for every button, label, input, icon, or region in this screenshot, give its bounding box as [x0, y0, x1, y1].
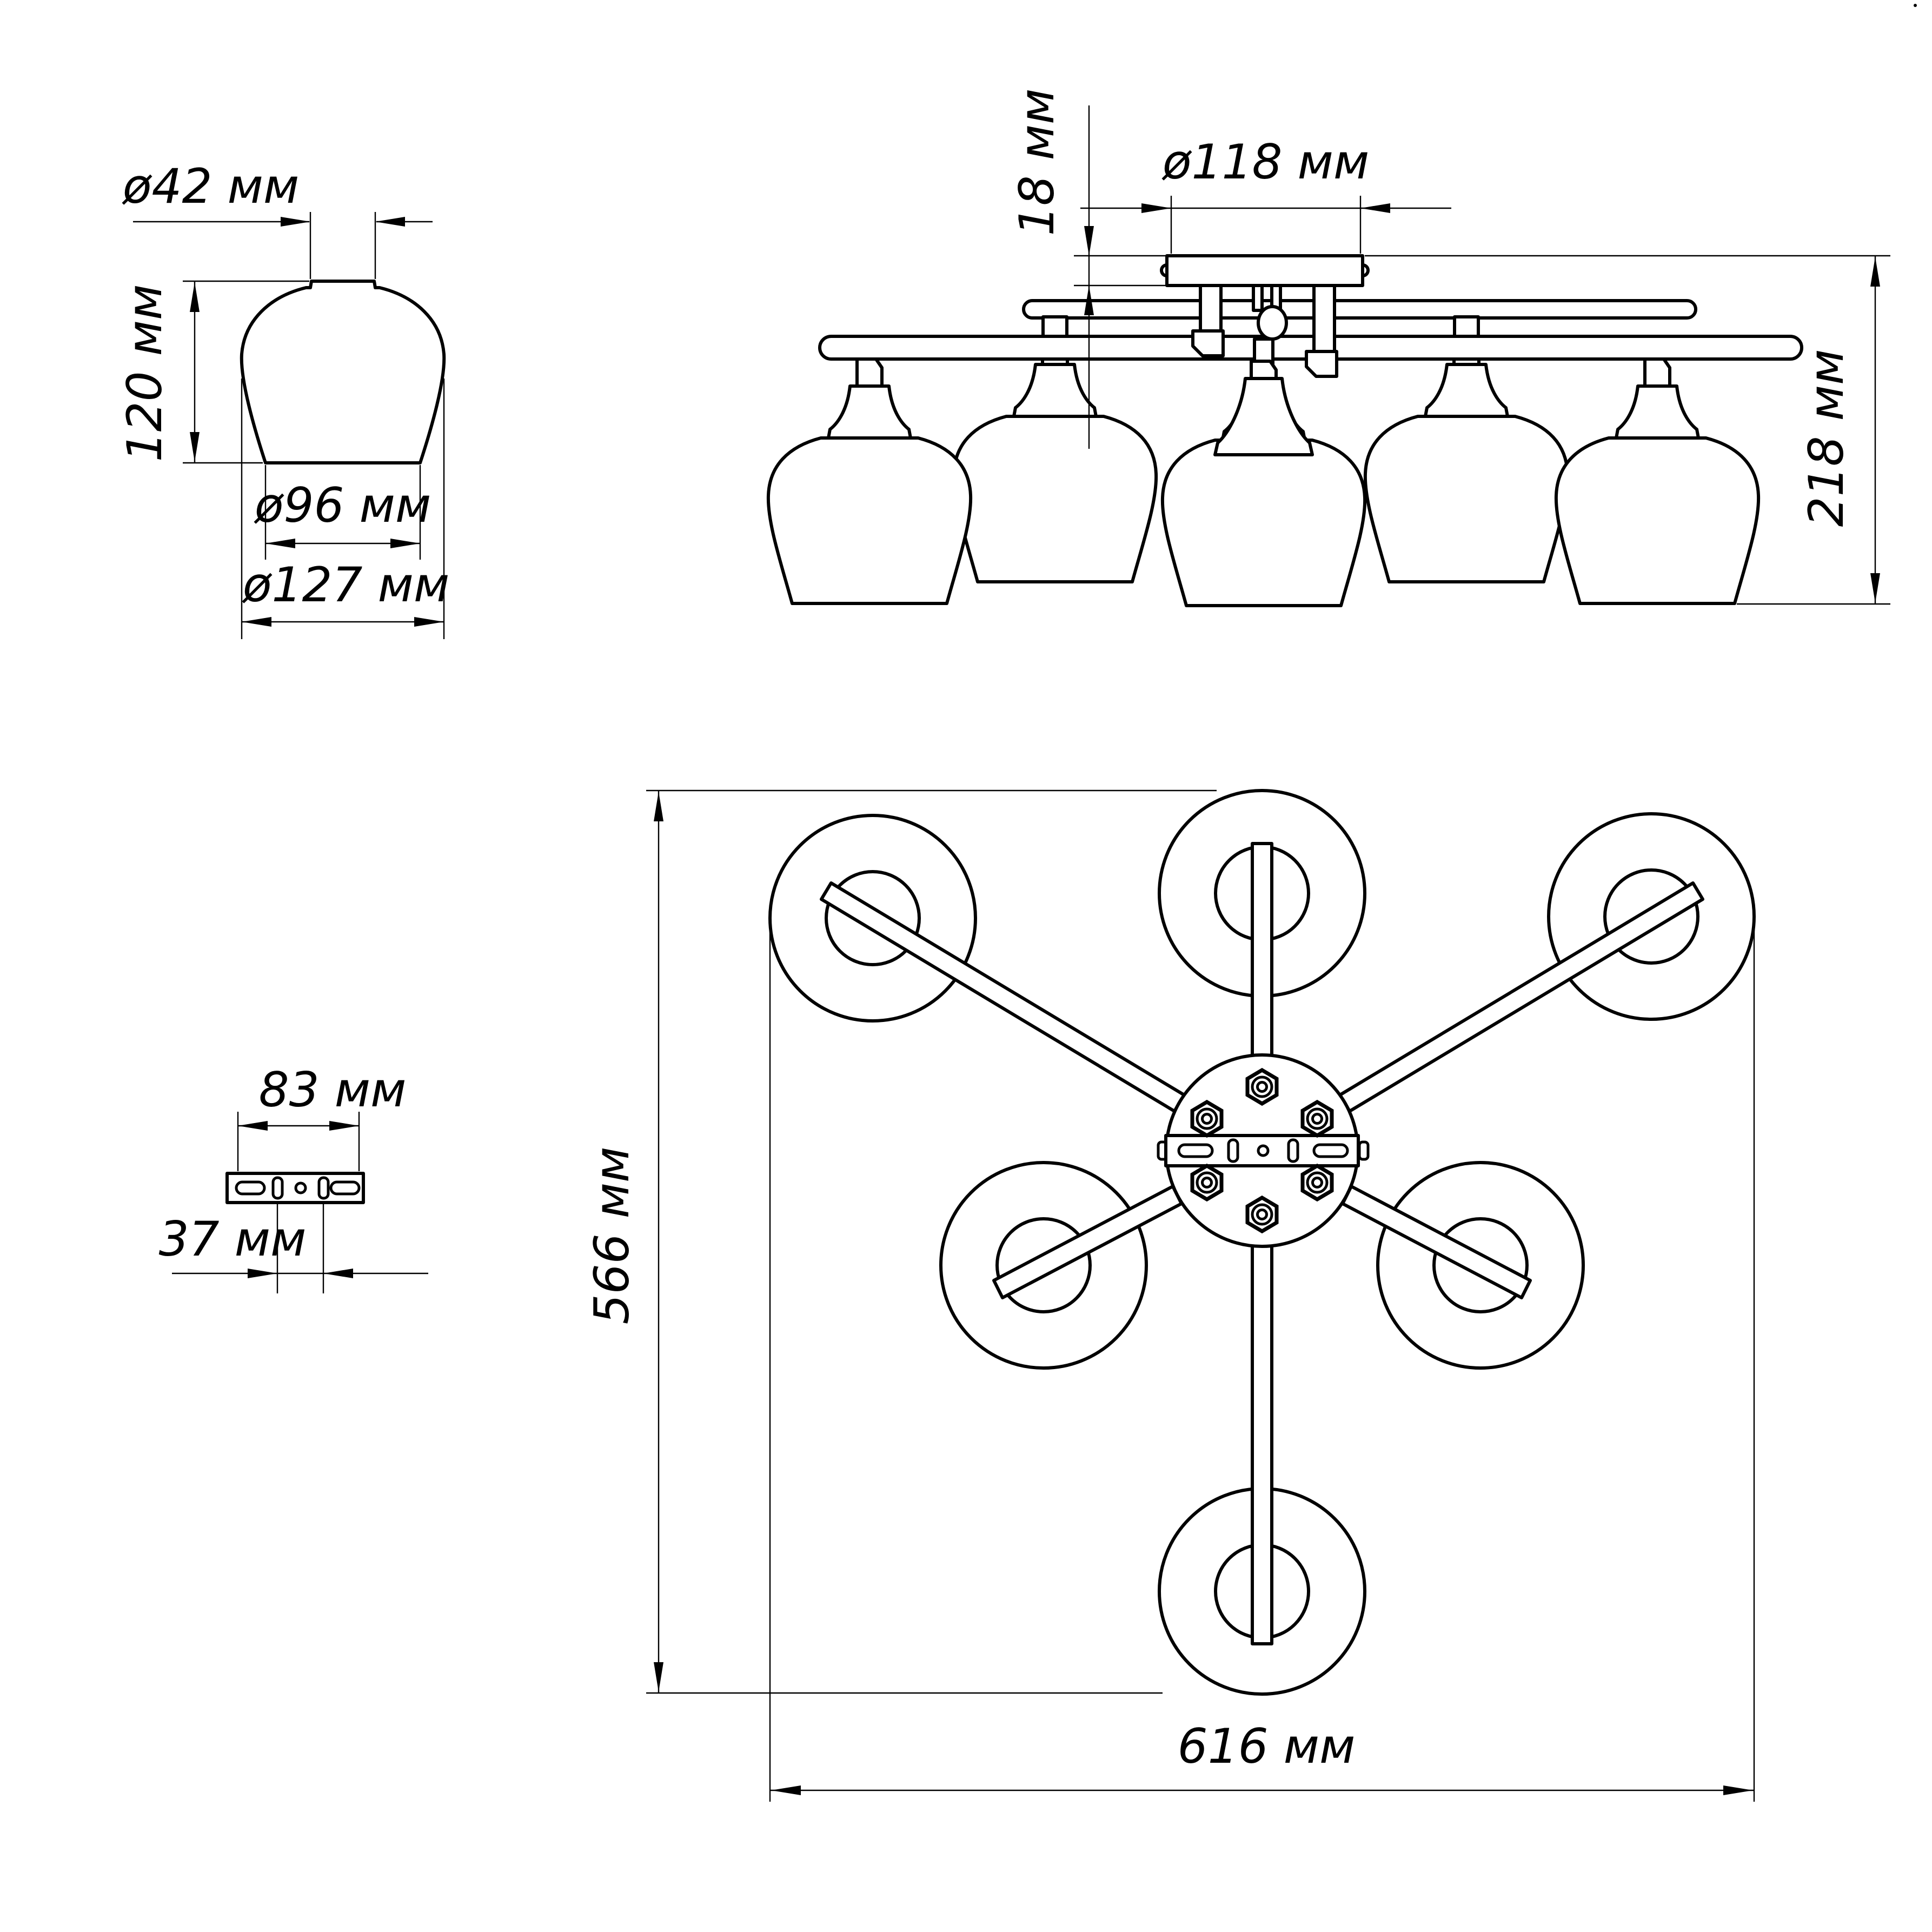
strip-hole-left: [1229, 1140, 1238, 1161]
strip-center-hole: [1258, 1146, 1268, 1156]
bracket-hole-left: [273, 1178, 282, 1198]
dim-label-depth: 566 мм: [584, 1146, 640, 1325]
hub-bolt: [1247, 1198, 1277, 1231]
hanger-block-left: [1193, 331, 1223, 356]
dim-label-outer-holes: 83 мм: [258, 1062, 407, 1118]
bracket-slot-right: [331, 1182, 359, 1194]
rear-arm-bar: [1024, 301, 1696, 318]
bracket-center-hole: [296, 1183, 306, 1193]
strip-slot-right: [1314, 1145, 1347, 1157]
dim-label-max: ø127 мм: [242, 557, 450, 613]
dim-label-neck: ø42 мм: [122, 158, 300, 214]
strip-hole-right: [1289, 1140, 1298, 1161]
arm-up: [1252, 844, 1272, 1057]
dim-label-total-height: 218 мм: [1798, 349, 1854, 527]
ball-joint: [1258, 307, 1286, 339]
bolt-center: [1203, 1114, 1212, 1124]
hub-bolt: [1192, 1102, 1221, 1136]
dim-label-inner-holes: 37 мм: [158, 1211, 307, 1267]
hub-bolt: [1303, 1166, 1332, 1199]
center-rod: [1253, 286, 1262, 310]
dim-label-width: 616 мм: [1177, 1718, 1356, 1774]
dim-label-bottom: ø96 мм: [254, 477, 431, 533]
hanger-rod-right: [1314, 286, 1335, 351]
hanger-rod-left: [1200, 286, 1221, 331]
ceiling-canopy: [1167, 256, 1363, 286]
bracket-hole-right: [319, 1178, 328, 1198]
arm-down: [1252, 1244, 1272, 1644]
bolt-center: [1203, 1178, 1212, 1187]
bracket-slot-left: [236, 1182, 264, 1194]
bolt-center: [1258, 1083, 1267, 1092]
dim-label-canopy: ø118 мм: [1162, 134, 1370, 190]
bolt-center: [1313, 1114, 1322, 1124]
dim-label-plate: 18 мм: [1009, 88, 1065, 236]
strip-tab-right: [1359, 1142, 1368, 1159]
dim-label-height: 120 мм: [117, 284, 172, 462]
hub-bolt: [1303, 1102, 1332, 1136]
strip-slot-left: [1179, 1145, 1212, 1157]
hub-bolt: [1192, 1166, 1221, 1199]
bolt-center: [1258, 1210, 1267, 1219]
hub-bolt: [1247, 1070, 1277, 1104]
hanger-block-right: [1306, 351, 1337, 376]
bolt-center: [1313, 1178, 1322, 1187]
sheet-corner-mark: [1914, 4, 1917, 7]
